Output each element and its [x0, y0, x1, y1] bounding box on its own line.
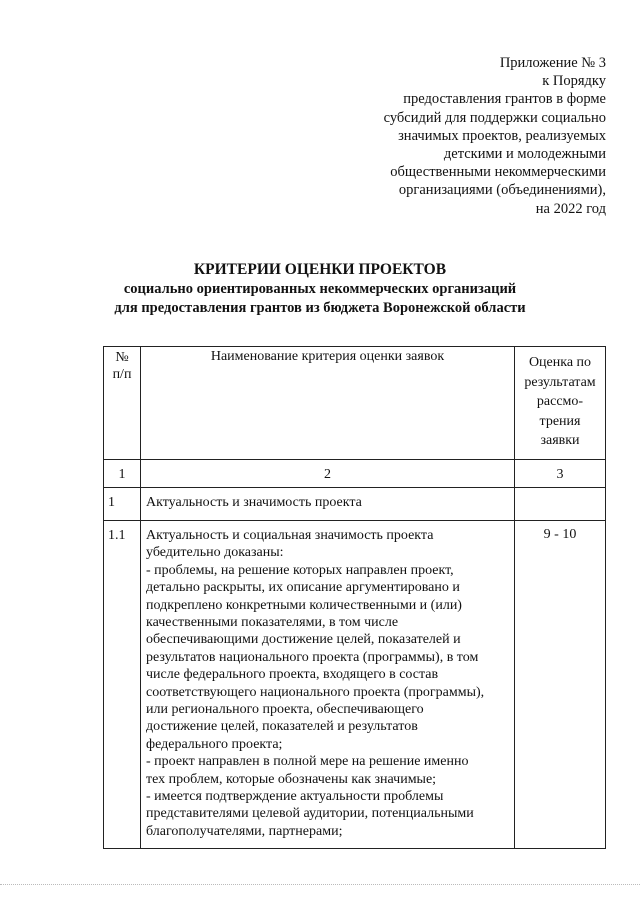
title-subtitle-1: социально ориентированных некоммерческих организаций [123, 281, 517, 297]
column-index: 2 [141, 459, 515, 487]
header-score-line: заявки [540, 433, 580, 448]
appendix-line: предоставления грантов в форме [403, 91, 606, 108]
header-score-line: результатам [524, 374, 596, 390]
criterion-line: Актуальность и социальная значимость проекта [146, 527, 434, 543]
document-title [0, 260, 640, 317]
criterion-line: числе федерального проекта, входящего в состав [146, 667, 439, 683]
table-header-row [104, 347, 606, 460]
appendix-line: значимых проектов, реализуемых [398, 127, 606, 144]
row-number: 1 [104, 487, 141, 520]
criterion-line: тех проблем, которые обозначены как значимые; [146, 771, 437, 787]
header-score-line: рассмо- [536, 394, 584, 409]
criterion-line: - проблемы, на решение которых направлен проект, [146, 562, 454, 578]
criterion-score: 9 - 10 [515, 520, 606, 848]
criterion-line: Актуальность и значимость проекта [146, 494, 362, 510]
column-index: 3 [515, 459, 606, 487]
criterion-line: федерального проекта; [146, 736, 283, 752]
row-number: 1.1 [104, 520, 141, 848]
criterion-line: детально раскрыты, их описание аргументировано и [146, 580, 460, 596]
criteria-table [103, 346, 606, 849]
header-score-line: Оценка по [528, 355, 592, 370]
appendix-line: детскими и молодежными [443, 146, 606, 163]
criterion-line: благополучателями, партнерами; [146, 823, 343, 839]
appendix-line: организациями (объединениями), [398, 182, 606, 199]
criterion-line: результатов национального проекта (программы), в том [146, 649, 479, 665]
criterion-line: убедительно доказаны: [146, 545, 284, 561]
appendix-line: общественными некоммерческими [390, 164, 606, 181]
header-score-line: трения [539, 413, 581, 429]
title-main: КРИТЕРИИ ОЦЕНКИ ПРОЕКТОВ [193, 261, 447, 278]
criterion-line: подкреплено конкретными количественными и (или) [146, 597, 462, 613]
criterion-line: представителями целевой аудитории, потенциальными [146, 806, 474, 822]
appendix-line: Приложение № 3 [499, 55, 606, 71]
appendix-note [276, 54, 606, 218]
appendix-line: на 2022 год [535, 200, 606, 217]
criterion-score [515, 487, 606, 520]
header-score [515, 347, 606, 460]
criterion-line: достижение целей, показателей и результатов [146, 719, 418, 735]
title-subtitle-2: для предоставления грантов из бюджета Воронежской области [114, 299, 526, 316]
criterion-line: или регионального проекта, обеспечивающего [146, 701, 424, 717]
appendix-line: субсидий для поддержки социально [383, 109, 606, 126]
criterion-text [141, 520, 515, 848]
criterion-line: - проект направлен в полной мере на решение именно [146, 754, 469, 770]
criterion-line: соответствующего национального проекта (программы), [146, 684, 485, 700]
criterion-line: качественными показателями, в том числе [146, 614, 399, 630]
column-index-row [104, 459, 606, 487]
header-criterion-name: Наименование критерия оценки заявок [141, 347, 515, 460]
criterion-line: - имеется подтверждение актуальности проблемы [146, 789, 444, 804]
column-index: 1 [104, 459, 141, 487]
header-number [104, 347, 141, 460]
criterion-line: обеспечивающими достижение целей, показателей и [146, 632, 461, 648]
header-number-line: п/п [112, 367, 132, 383]
criterion-text [141, 487, 515, 520]
appendix-line: к Порядку [542, 73, 606, 90]
table-row [104, 520, 606, 848]
page-bottom-rule [0, 884, 640, 885]
table-row [104, 487, 606, 520]
header-number-line: № [115, 350, 129, 365]
